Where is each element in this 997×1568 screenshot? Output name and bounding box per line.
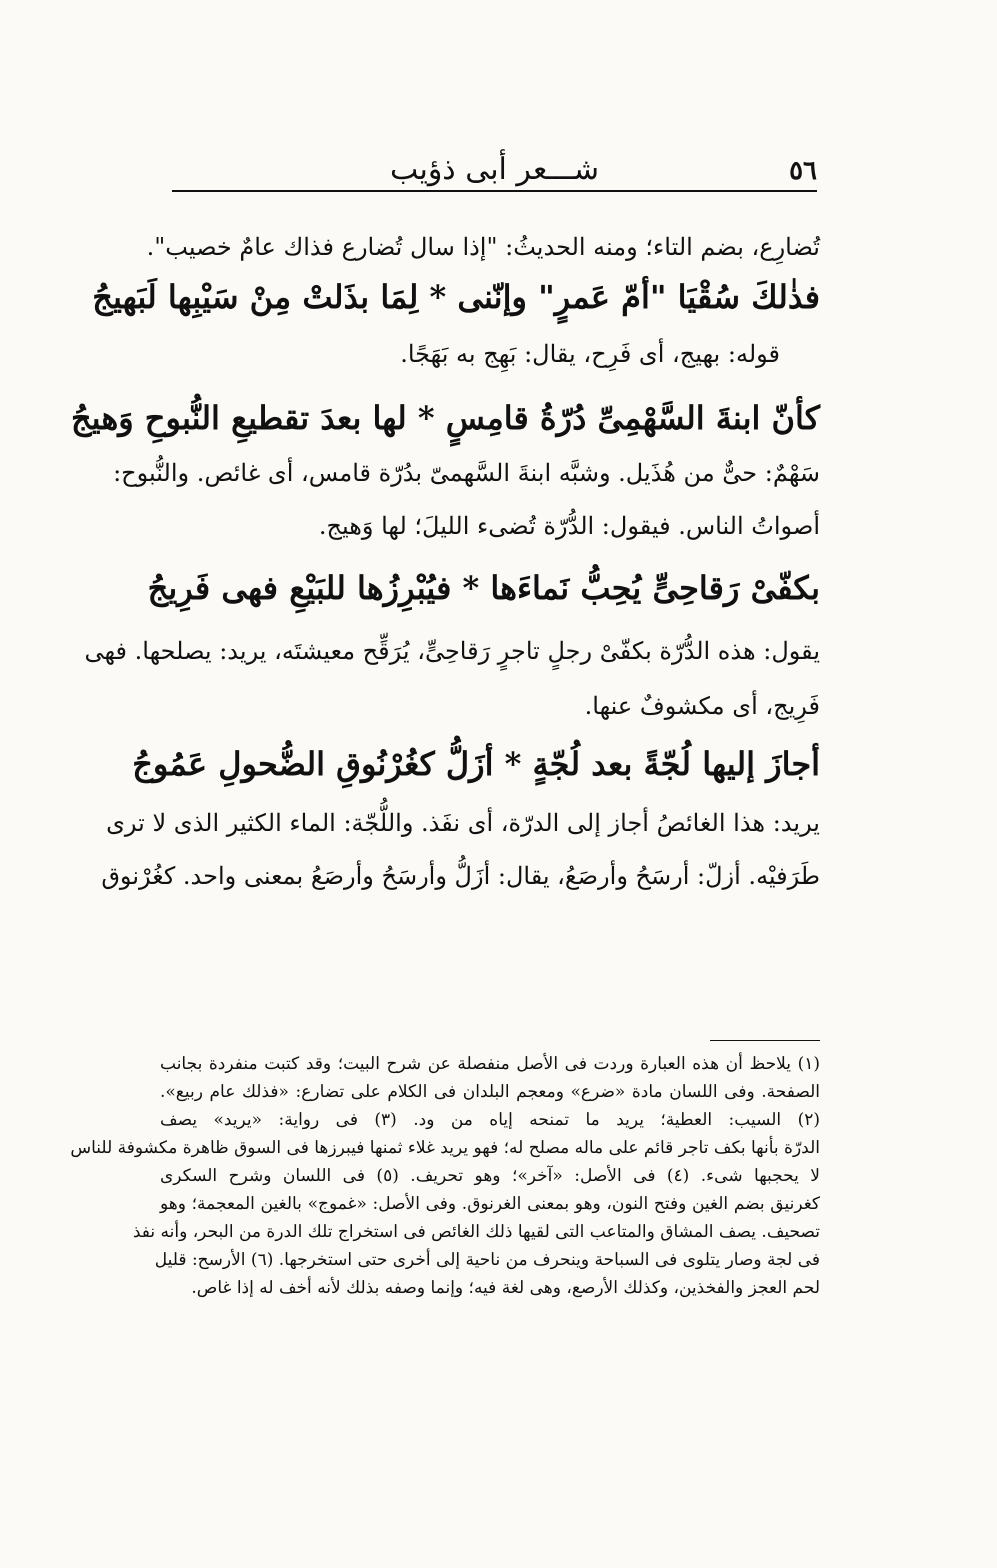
commentary-line: أصواتُ الناس. فيقول: الدُّرّة تُضىء الليلَ؛ لها وَهيج. — [318, 511, 820, 540]
commentary-line: فَرِيج، أى مكشوفٌ عنها. — [584, 691, 820, 720]
commentary-line: قوله: بهيج، أى فَرِح، يقال: بَهِج به بَهَجًا. — [400, 339, 780, 368]
verse-line: بكفّىْ رَقاحِىٍّ يُحِبُّ نَماءَها * فيُبْرِزُها للبَيْعِ فهى فَرِيجُ — [147, 568, 820, 607]
verse-line: فذٰلكَ سُقْيَا "أمّ عَمرٍ" وإنّنى * لِمَا بذَلتْ مِنْ سَيْبِها لَبَهيجُ — [92, 278, 820, 317]
commentary-line: طَرَفيْه. أزلّ: أرسَحُ وأرصَعُ، يقال: أزَلُّ وأرسَحُ وأرصَعُ بمعنى واحد. كغُرْنوق — [101, 861, 820, 890]
footnote-line: الصفحة. وفى اللسان مادة «ضرع» ومعجم البلدان فى الكلام على تضارع: «فذلك عام ربيع». — [160, 1082, 820, 1102]
footnote-line: الدرّة بأنها بكف تاجر قائم على ماله مصلح له؛ فهو يريد غلاء ثمنها فيبرزها فى السوق ظاهرة مكشوفة للناس — [70, 1138, 820, 1158]
footnote-line: كغرنيق بضم الغين وفتح النون، وهو بمعنى الغرنوق. وفى الأصل: «غموج» بالغين المعجمة؛ وهو — [160, 1194, 820, 1214]
page-number: ٥٦ — [789, 156, 817, 186]
verse-line: كأنّ ابنةَ السَّهْمِىِّ دُرّةُ قامِسٍ * لها بعدَ تقطيعِ النُّبوحِ وَهيجُ — [71, 398, 820, 437]
footnote-line: فى لجة وصار يتلوى فى السباحة وينحرف من ناحية إلى أخرى حتى استخرجها. (٦) الأرسح: قليل — [154, 1250, 820, 1270]
footnote-line: (٢) السيب: العطية؛ يريد ما تمنحه إياه من ود. (٣) فى رواية: «يريد» يصف — [160, 1110, 820, 1130]
commentary-line: تُضارِع، بضم التاء؛ ومنه الحديثُ: "إذا سال تُضارع فذاك عامٌ خصيب". — [146, 233, 820, 261]
footnote-line: (١) يلاحظ أن هذه العبارة وردت فى الأصل منفصلة عن شرح البيت؛ وقد كتبت منفردة بجانب — [160, 1054, 820, 1074]
header-rule — [172, 190, 817, 192]
commentary-line: يريد: هذا الغائصُ أجاز إلى الدرّة، أى نفَذ. واللُّجّة: الماء الكثير الذى لا ترى — [106, 808, 820, 837]
running-title: شـــعر أبى ذؤيب — [390, 152, 599, 187]
page-header — [172, 150, 817, 190]
footnote-line: تصحيف. يصف المشاق والمتاعب التى لقيها ذلك الغائص فى استخراج تلك الدرة من البحر، وأنه نفذ — [132, 1222, 820, 1242]
commentary-line: يقول: هذه الدُّرّة بكفّىْ رجلٍ تاجرٍ رَقاحِىٍّ، يُرَقِّح معيشتَه، يريد: يصلحها. فهى — [84, 636, 820, 665]
footnote-line: لحم العجز والفخذين، وكذلك الأرصع، وهى لغة فيه؛ وإنما وصفه بذلك لأنه أخف له إذا غاص. — [191, 1278, 820, 1298]
main-text — [71, 232, 820, 892]
footnote-rule — [710, 1040, 820, 1041]
footnote-line: لا يحجبها شىء. (٤) فى الأصل: «آخر»؛ وهو تحريف. (٥) فى اللسان وشرح السكرى — [160, 1166, 820, 1186]
footnotes — [70, 1050, 820, 1302]
verse-line: أجازَ إليها لُجّةً بعد لُجّةٍ * أزَلُّ كغُرْنُوقِ الضُّحولِ عَمُوجُ — [132, 744, 820, 783]
commentary-line: سَهْمٌ: حىٌّ من هُذَيل. وشبَّه ابنةَ السَّهمىّ بدُرّة قامس، أى غائص. والنُّبوح: — [113, 458, 820, 487]
